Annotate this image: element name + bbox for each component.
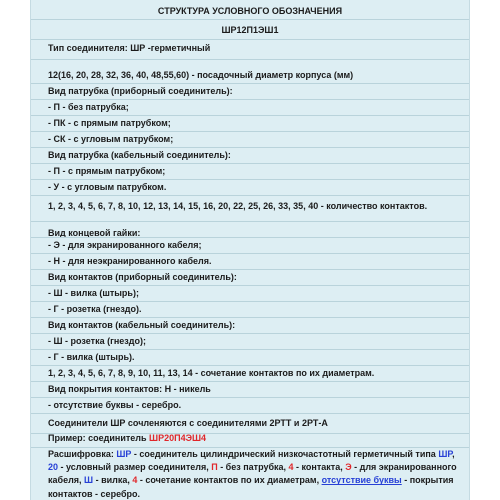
- decoding-highlight: отсутствие буквы: [321, 475, 402, 486]
- decoding-highlight: 4: [132, 475, 138, 486]
- contact-count-text: 1, 2, 3, 4, 5, 6, 7, 8, 10, 12, 13, 14, 15, 16, 20, 22, 25, 26, 33, 35, 40 - количество контактов.: [48, 201, 428, 211]
- fitting-device-heading: [31, 84, 469, 100]
- example-row: [31, 428, 469, 448]
- decoding-text: - покрытия контактов - серебро.: [48, 475, 454, 499]
- decoding-highlight: Ш: [84, 475, 94, 486]
- decoding-highlight: ШР: [438, 449, 453, 459]
- combination-text: 1, 2, 3, 4, 5, 6, 7, 8, 9, 10, 11, 13, 14 - сочетание контактов по их диаметрам.: [48, 368, 375, 378]
- decoding-text: - условный размер соединителя,: [58, 462, 212, 473]
- designation-code: [31, 20, 469, 40]
- contacts-cable-item: [31, 350, 469, 366]
- contacts-device-item-text: - Ш - вилка (штырь);: [48, 288, 139, 298]
- example-label: Пример: соединитель: [48, 433, 150, 443]
- fitting-device-item: [31, 132, 469, 148]
- decoding-text: - вилка,: [93, 475, 133, 486]
- fitting-device-item: [31, 100, 469, 116]
- decoding-text: - без патрубка,: [217, 462, 289, 473]
- contact-count-row: [31, 196, 469, 222]
- contacts-cable-item-text: - Г - вилка (штырь).: [48, 352, 135, 362]
- connector-type-text: Тип соединителя: ШР -герметичный: [48, 43, 211, 53]
- decoding-text: - соединитель цилиндрический низкочастотный герметичный типа: [131, 449, 439, 459]
- fitting-device-item-text: - СК - с угловым патрубком;: [48, 134, 174, 144]
- coating-none-text: - отсутствие буквы - серебро.: [48, 400, 182, 410]
- decoding-highlight: 4: [288, 462, 294, 473]
- decoding-text: Расшифровка:: [48, 449, 117, 459]
- fitting-cable-item-text: - П - с прямым патрубком;: [48, 166, 166, 176]
- decoding-highlight: Э: [345, 462, 352, 473]
- contacts-cable-item: [31, 334, 469, 350]
- contacts-device-item-text: - Г - розетка (гнездо).: [48, 304, 142, 314]
- decoding-text: - сочетание контактов по их диаметрам,: [137, 475, 320, 486]
- decoding-text: - для экранированного кабеля,: [48, 462, 457, 486]
- fitting-cable-item: [31, 180, 469, 196]
- contacts-device-item: [31, 286, 469, 302]
- document-title: [31, 0, 469, 20]
- diameter-row: [31, 60, 469, 84]
- contacts-cable-item-text: - Ш - розетка (гнездо);: [48, 336, 146, 346]
- decoding-text: ,: [452, 449, 455, 459]
- fitting-device-item: [31, 116, 469, 132]
- contacts-device-heading: [31, 270, 469, 286]
- fitting-cable-item: [31, 164, 469, 180]
- fitting-device-item-text: - ПК - с прямым патрубком;: [48, 118, 171, 128]
- connector-type-row: [31, 40, 469, 60]
- nut-item: [31, 254, 469, 270]
- decoding-text: - контакта,: [293, 462, 346, 473]
- decoding-highlight: ШР: [116, 449, 132, 459]
- fitting-cable-heading-text: Вид патрубка (кабельный соединитель):: [48, 150, 231, 160]
- decoding-highlight: П: [211, 462, 218, 473]
- contacts-cable-heading-text: Вид контактов (кабельный соединитель):: [48, 320, 236, 330]
- combination-row: [31, 366, 469, 382]
- coating-row: [31, 382, 469, 398]
- fitting-cable-heading: [31, 148, 469, 164]
- fitting-device-heading-text: Вид патрубка (приборный соединитель):: [48, 86, 233, 96]
- decoding-paragraph: [31, 448, 469, 500]
- mating-text: Соединители ШР сочленяются с соединителями 2РТТ и 2РТ-А: [48, 418, 328, 428]
- example-code: ШР20П4ЭШ4: [149, 433, 207, 443]
- contacts-device-item: [31, 302, 469, 318]
- contacts-cable-heading: [31, 318, 469, 334]
- nut-heading-text: Вид концевой гайки:: [48, 228, 141, 238]
- contacts-device-heading-text: Вид контактов (приборный соединитель):: [48, 272, 237, 282]
- diameter-text: 12(16, 20, 28, 32, 36, 40, 48,55,60) - посадочный диаметр корпуса (мм): [48, 70, 354, 80]
- nut-item-text: - Н - для неэкранированного кабеля.: [48, 256, 212, 266]
- nut-item-text: - Э - для экранированного кабеля;: [48, 240, 202, 250]
- coating-none-row: [31, 398, 469, 414]
- code-text: ШР12П1ЭШ1: [221, 25, 279, 35]
- title-text: СТРУКТУРА УСЛОВНОГО ОБОЗНАЧЕНИЯ: [157, 6, 343, 16]
- document-sheet: [30, 0, 470, 500]
- fitting-cable-item-text: - У - с угловым патрубком.: [48, 182, 167, 192]
- decoding-highlight: 20: [48, 462, 59, 473]
- nut-item: [31, 238, 469, 254]
- coating-text: Вид покрытия контактов: Н - никель: [48, 384, 211, 394]
- fitting-device-item-text: - П - без патрубка;: [48, 102, 129, 112]
- nut-heading: [31, 222, 469, 238]
